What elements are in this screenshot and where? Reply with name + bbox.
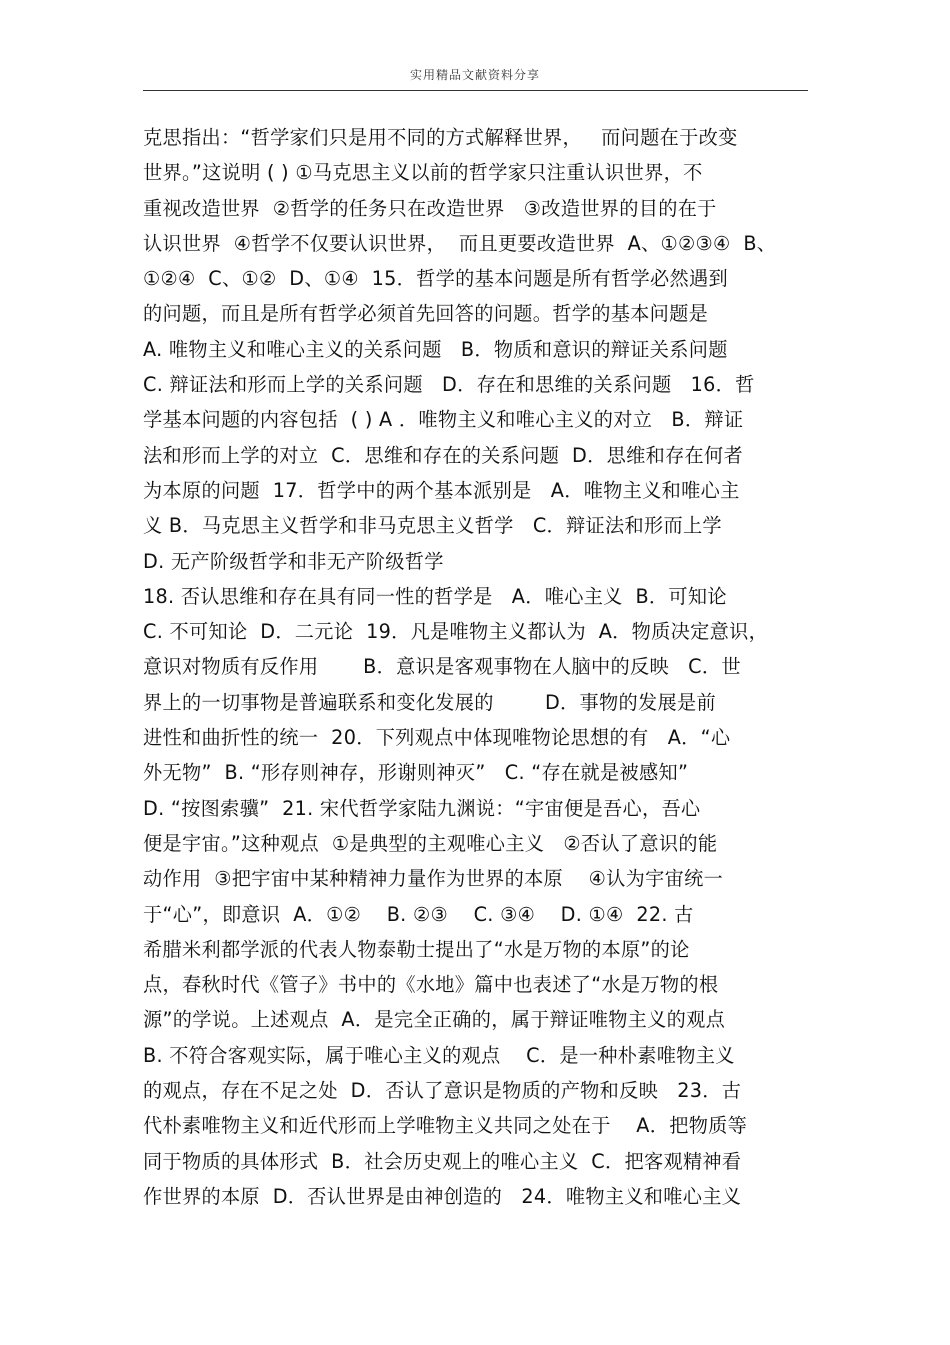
text-line: C. 辩证法和形而上学的关系问题 D．存在和思维的关系问题 16．哲 [143, 373, 755, 397]
text-line: 进性和曲折性的统一 20．下列观点中体现唯物论思想的有 A．“心 [143, 726, 731, 750]
text-line: 18. 否认思维和存在具有同一性的哲学是 A．唯心主义 B．可知论 [143, 584, 727, 608]
text-line: 世界。”这说明 ( ) ①马克思主义以前的哲学家只注重认识世界，不 [143, 161, 703, 185]
page-header-title: 实用精品文献资料分享 [409, 68, 540, 82]
text-line: 义 B．马克思主义哲学和非马克思主义哲学 C．辩证法和形而上学 [143, 514, 722, 538]
text-line: 外无物” B. “形存则神存，形谢则神灭” C. “存在就是被感知” [143, 761, 689, 785]
text-line: 为本原的问题 17．哲学中的两个基本派别是 A．唯物主义和唯心主 [143, 478, 740, 502]
text-line: 的问题，而且是所有哲学必须首先回答的问题。哲学的基本问题是 [143, 302, 709, 326]
text-line: 的观点，存在不足之处 D．否认了意识是物质的产物和反映 23．古 [143, 1079, 742, 1103]
text-line: 重视改造世界 ②哲学的任务只在改造世界 ③改造世界的目的在于 [143, 196, 717, 220]
text-line: B. 不符合客观实际，属于唯心主义的观点 C．是一种朴素唯物主义 [143, 1043, 735, 1067]
text-line: 动作用 ③把宇宙中某种精神力量作为世界的本原 ④认为宇宙统一 [143, 867, 724, 891]
text-line: 作世界的本原 D．否认世界是由神创造的 24．唯物主义和唯心主义 [143, 1184, 742, 1208]
text-line: A. 唯物主义和唯心主义的关系问题 B．物质和意识的辩证关系问题 [143, 337, 728, 361]
document-body [143, 120, 813, 1214]
text-line: 点，春秋时代《管子》书中的《水地》篇中也表述了“水是万物的根 [143, 973, 719, 997]
text-line: ①②④ C、①② D、①④ 15．哲学的基本问题是所有哲学必然遇到 [143, 267, 728, 291]
text-line: 界上的一切事物是普遍联系和变化发展的 D．事物的发展是前 [143, 690, 716, 714]
text-line: 便是宇宙。”这种观点 ①是典型的主观唯心主义 ②否认了意识的能 [143, 831, 718, 855]
text-line: 于“心”，即意识 A．①② B. ②③ C. ③④ D. ①④ 22. 古 [143, 902, 694, 926]
text-line: C. 不可知论 D．二元论 19．凡是唯物主义都认为 A．物质决定意识， [143, 620, 769, 644]
header-divider [143, 90, 808, 91]
text-line: 希腊米利都学派的代表人物泰勒士提出了“水是万物的本原”的论 [143, 937, 690, 961]
text-line: D. “按图索骥” 21. 宋代哲学家陆九渊说：“宇宙便是吾心，吾心 [143, 796, 701, 820]
text-line: D. 无产阶级哲学和非无产阶级哲学 [143, 549, 444, 573]
text-line: 代朴素唯物主义和近代形而上学唯物主义共同之处在于 A．把物质等 [143, 1114, 748, 1138]
text-line: 源”的学说。上述观点 A．是完全正确的，属于辩证唯物主义的观点 [143, 1008, 726, 1032]
text-line: 学基本问题的内容包括 ( ) A ．唯物主义和唯心主义的对立 B．辩证 [143, 408, 744, 432]
text-line: 同于物质的具体形式 B．社会历史观上的唯心主义 C．把客观精神看 [143, 1149, 742, 1173]
text-line: 法和形而上学的对立 C．思维和存在的关系问题 D．思维和存在何者 [143, 443, 744, 467]
text-line: 克思指出：“哲学家们只是用不同的方式解释世界， 而问题在于改变 [143, 126, 738, 149]
text-line: 意识对物质有反作用 B．意识是客观事物在人脑中的反映 C．世 [143, 655, 741, 679]
text-line: 认识世界 ④哲学不仅要认识世界， 而且更要改造世界 A、①②③④ B、 [143, 231, 777, 255]
